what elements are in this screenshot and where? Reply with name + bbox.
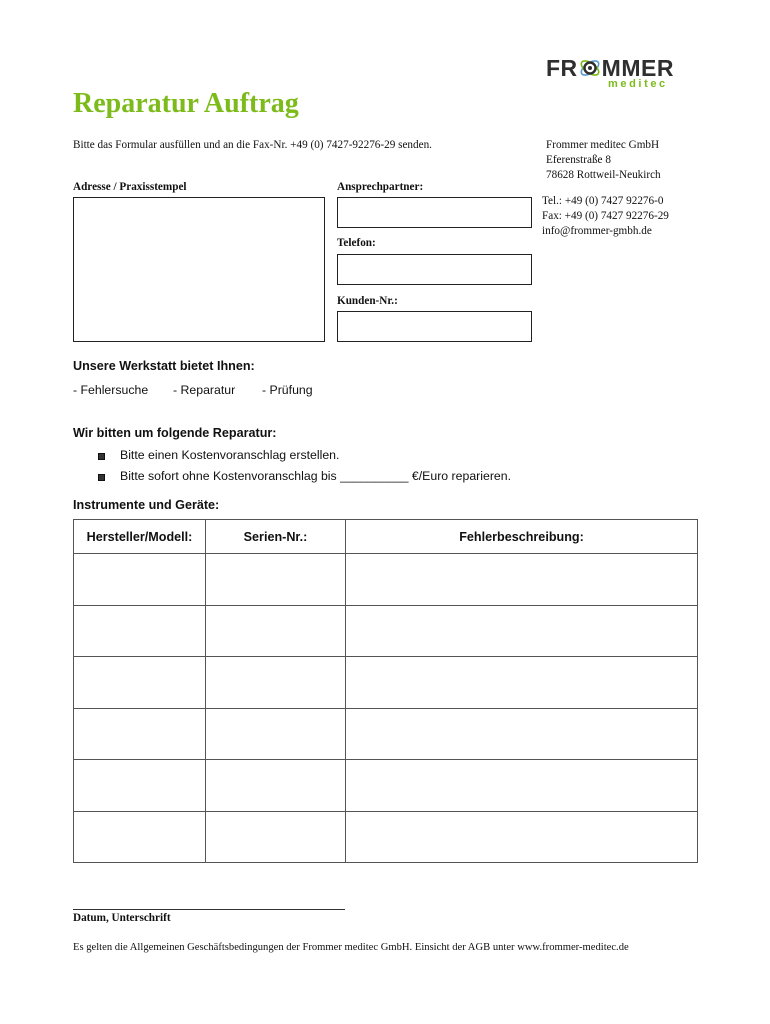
frommer-meditec-logo <box>546 50 692 92</box>
repair-request-heading: Wir bitten um folgende Reparatur: <box>73 426 277 440</box>
services-heading: Unsere Werkstatt bietet Ihnen: <box>73 359 255 373</box>
serial-number-cell <box>206 554 346 606</box>
page-title: Reparatur Auftrag <box>73 88 299 119</box>
error-description-input[interactable] <box>346 709 697 760</box>
terms-footer: Es gelten die Allgemeinen Geschäftsbedingungen der Frommer meditec GmbH. Einsicht der AGB unter www.frommer-meditec.de <box>73 942 629 953</box>
serial-number-input[interactable] <box>206 812 345 863</box>
table-header-row <box>74 520 698 554</box>
logo-subtitle: meditec <box>608 78 668 90</box>
table-row <box>74 605 698 657</box>
error-description-input[interactable] <box>346 760 697 811</box>
manufacturer-model-cell <box>74 554 206 606</box>
table-row <box>74 760 698 812</box>
manufacturer-model-input[interactable] <box>74 760 205 811</box>
cost-estimate-option-label: Bitte einen Kostenvoranschlag erstellen. <box>120 448 340 462</box>
error-description-cell <box>346 605 698 657</box>
serial-number-cell <box>206 811 346 863</box>
service-item-fehlersuche: - Fehlersuche <box>73 383 149 397</box>
serial-number-input[interactable] <box>206 760 345 811</box>
company-city: 78628 Rottweil-Neukirch <box>546 169 661 181</box>
table-row <box>74 811 698 863</box>
instruments-table <box>73 519 698 863</box>
logo-word-suffix: MMER <box>601 55 674 81</box>
error-description-input[interactable] <box>346 657 697 708</box>
instruments-table-body <box>74 554 698 863</box>
contact-person-label: Ansprechpartner: <box>337 181 424 193</box>
error-description-input[interactable] <box>346 812 697 863</box>
table-row <box>74 554 698 606</box>
error-description-cell <box>346 708 698 760</box>
contact-person-field[interactable] <box>337 197 532 228</box>
error-description-cell <box>346 760 698 812</box>
cost-estimate-checkbox[interactable] <box>98 453 105 460</box>
customer-number-field[interactable] <box>337 311 532 342</box>
manufacturer-model-cell <box>74 760 206 812</box>
serial-number-input[interactable] <box>206 554 345 605</box>
address-label: Adresse / Praxisstempel <box>73 181 187 193</box>
signature-line[interactable] <box>73 909 345 910</box>
manufacturer-model-cell <box>74 811 206 863</box>
manufacturer-model-cell <box>74 657 206 709</box>
error-description-cell <box>346 811 698 863</box>
column-header-error-description: Fehlerbeschreibung: <box>346 520 698 554</box>
phone-field[interactable] <box>337 254 532 285</box>
direct-repair-checkbox[interactable] <box>98 474 105 481</box>
company-street: Eferenstraße 8 <box>546 154 611 166</box>
logo-wordmark <box>546 56 674 80</box>
error-description-cell <box>346 657 698 709</box>
instruments-heading: Instrumente und Geräte: <box>73 498 220 512</box>
manufacturer-model-input[interactable] <box>74 554 205 605</box>
column-header-manufacturer-model: Hersteller/Modell: <box>74 520 206 554</box>
customer-number-label: Kunden-Nr.: <box>337 295 398 307</box>
manufacturer-model-cell <box>74 708 206 760</box>
address-field[interactable] <box>73 197 325 342</box>
signature-label: Datum, Unterschrift <box>73 912 171 924</box>
company-contact <box>542 194 669 239</box>
company-address <box>546 138 661 183</box>
instruction-text: Bitte das Formular ausfüllen und an die Fax-Nr. +49 (0) 7427-92276-29 senden. <box>73 139 432 151</box>
service-item-pruefung: - Prüfung <box>262 383 313 397</box>
table-row <box>74 657 698 709</box>
company-email: info@frommer-gmbh.de <box>542 225 652 237</box>
error-description-input[interactable] <box>346 606 697 657</box>
serial-number-input[interactable] <box>206 709 345 760</box>
manufacturer-model-cell <box>74 605 206 657</box>
serial-number-cell <box>206 605 346 657</box>
serial-number-input[interactable] <box>206 606 345 657</box>
company-phone: Tel.: +49 (0) 7427 92276-0 <box>542 195 664 207</box>
logo-ring-icon <box>579 57 601 79</box>
manufacturer-model-input[interactable] <box>74 812 205 863</box>
direct-repair-option-label: Bitte sofort ohne Kostenvoranschlag bis __________ €/Euro reparieren. <box>120 469 512 483</box>
column-header-serial-number: Serien-Nr.: <box>206 520 346 554</box>
manufacturer-model-input[interactable] <box>74 709 205 760</box>
error-description-cell <box>346 554 698 606</box>
service-item-reparatur: - Reparatur <box>173 383 236 397</box>
phone-label: Telefon: <box>337 237 376 249</box>
serial-number-input[interactable] <box>206 657 345 708</box>
manufacturer-model-input[interactable] <box>74 606 205 657</box>
serial-number-cell <box>206 760 346 812</box>
company-fax: Fax: +49 (0) 7427 92276-29 <box>542 210 669 222</box>
logo-word-prefix: FR <box>546 55 578 81</box>
serial-number-cell <box>206 657 346 709</box>
manufacturer-model-input[interactable] <box>74 657 205 708</box>
company-name: Frommer meditec GmbH <box>546 139 660 151</box>
error-description-input[interactable] <box>346 554 697 605</box>
serial-number-cell <box>206 708 346 760</box>
table-row <box>74 708 698 760</box>
